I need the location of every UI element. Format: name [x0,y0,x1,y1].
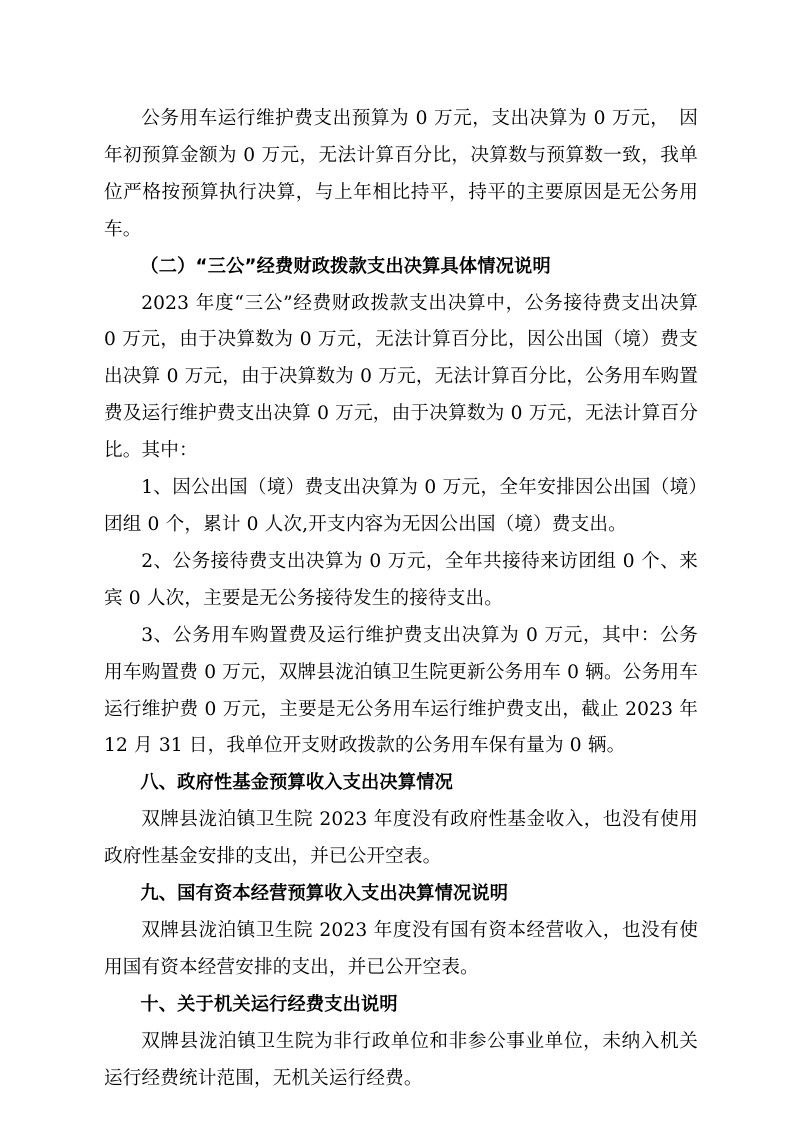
paragraph-government-fund: 双牌县泷泊镇卫生院 2023 年度没有政府性基金收入，也没有使用政府性基金安排的支出，并已公开空表。 [104,809,698,868]
paragraph-overseas-travel: 1、因公出国（境）费支出决算为 0 万元，全年安排因公出国（境）团组 0 个，累计 0 人次,开支内容为无因公出国（境）费支出。 [104,477,698,535]
paragraph-official-reception: 2、公务接待费支出决算为 0 万元，全年共接待来访团组 0 个、来宾 0 人次，主要是无公务接待发生的接待支出。 [104,550,698,609]
paragraph-state-capital: 双牌县泷泊镇卫生院 2023 年度没有国有资本经营收入，也没有使用国有资本经营安排的支出，并已公开空表。 [104,919,698,978]
paragraph-agency-operation: 双牌县泷泊镇卫生院为非行政单位和非参公事业单位，未纳入机关运行经费统计范围，无机关运行经费。 [104,1030,698,1089]
heading-three-public-details: （二）“三公”经费财政拨款支出决算具体情况说明 [140,255,551,277]
heading-agency-operation: 十、关于机关运行经费支出说明 [140,993,398,1015]
paragraph-three-public-summary: 2023 年度“三公”经费财政拨款支出决算中，公务接待费支出决算 0 万元，由于决算数为 0 万元，无法计算百分比，因公出国（境）费支出决算 0 万元，由于决算数为 0 万元，无法计算百分比，公务用车购置费及运行维护费支出决算 0 万元，由于决算数为 0 万元，无法计算百分比。其中： [104,292,698,462]
heading-state-capital: 九、国有资本经营预算收入支出决算情况说明 [140,883,509,905]
document-body [104,101,698,1097]
paragraph-official-vehicles: 3、公务用车购置费及运行维护费支出决算为 0 万元，其中：公务用车购置费 0 万元，双牌县泷泊镇卫生院更新公务用车 0 辆。公务用车运行维护费 0 万元，主要是无公务用车运行维护费支出，截止 2023 年 12 月 31 日，我单位开支财政拨款的公务用车保有量为 0 辆。 [104,624,698,757]
paragraph-vehicle-maintenance: 公务用车运行维护费支出预算为 0 万元，支出决算为 0 万元， 因年初预算金额为 0 万元，无法计算百分比，决算数与预算数一致，我单位严格按预算执行决算，与上年相比持平，持平的主要原因是无公务用车。 [104,108,698,240]
heading-government-fund: 八、政府性基金预算收入支出决算情况 [140,772,453,794]
